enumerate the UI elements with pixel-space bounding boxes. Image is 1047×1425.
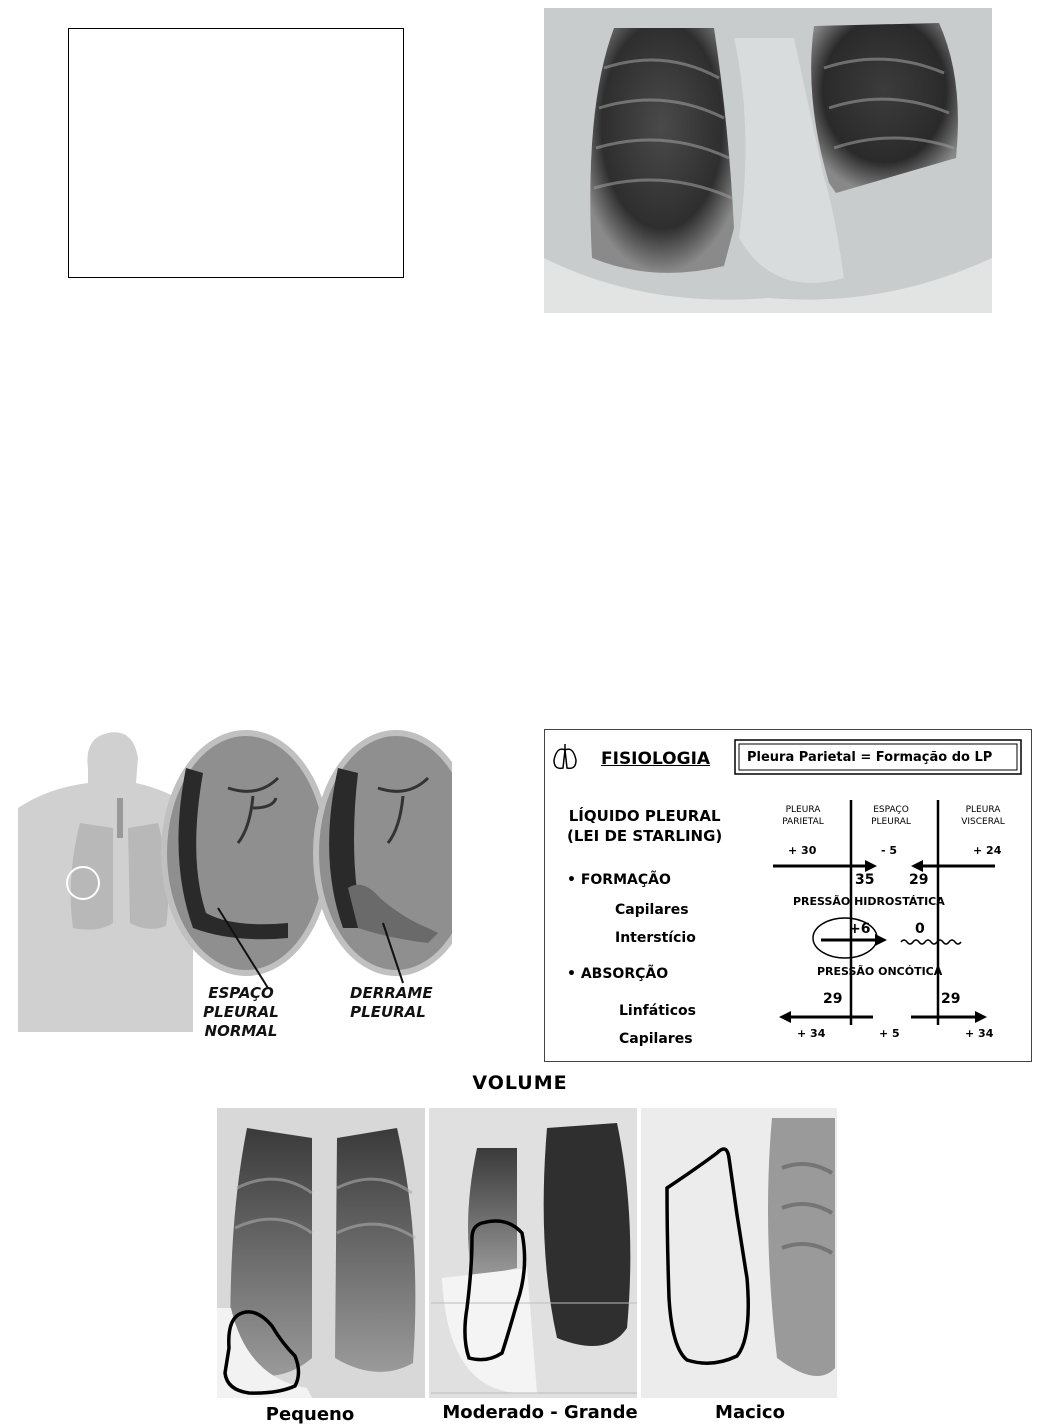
liquido-pleural-line1: LÍQUIDO PLEURAL [568,807,721,825]
xray-moderate-panel [429,1108,637,1398]
volume-label-small: Pequeno [265,1404,355,1425]
val-bot-espaco: + 5 [879,1027,900,1040]
absorcao-text: ABSORÇÃO [580,966,669,982]
val-plus6: +6 [849,921,871,937]
formacao-text: FORMAÇÃO [580,872,671,888]
liquido-pleural-title [567,806,722,846]
label-effusion [350,984,433,1022]
col-parietal-line2: PARIETAL [782,817,824,827]
absorcao-label: • ABSORÇÃO [567,966,669,982]
linfaticos-label: Linfáticos [619,1003,696,1019]
pressao-oncotica: PRESSÃO ONCÓTICA [817,965,943,978]
xray-small-panel [217,1108,425,1398]
col-parietal-line1: PLEURA [785,805,821,815]
liquido-pleural-line2: (LEI DE STARLING) [567,827,723,845]
volume-title: VOLUME [472,1072,568,1094]
label-effusion-line2: PLEURAL [350,1003,426,1021]
label-effusion-line1: DERRAME [350,984,433,1002]
val-top-parietal: + 30 [788,844,817,857]
label-normal-line2: NORMAL [204,1022,278,1040]
col-visceral-line1: PLEURA [965,805,1001,815]
val-29-top: 29 [909,872,929,888]
val-35: 35 [855,872,875,888]
col-visceral [953,804,1013,828]
fisiologia-boxed-title: Pleura Parietal = Formação do LP [747,750,993,765]
lung-icon [554,744,576,768]
pressao-hidrostatica: PRESSÃO HIDROSTÁTICA [793,895,945,908]
col-espaco [861,804,921,828]
val-bot-parietal: + 34 [797,1027,826,1040]
col-parietal [773,804,833,828]
fisiologia-slide [544,729,1032,1062]
formacao-label: • FORMAÇÃO [567,872,671,888]
fisiologia-graphics [545,730,1031,1061]
label-normal [186,984,296,1041]
col-espaco-line1: ESPAÇO [873,805,909,815]
fisiologia-heading: FISIOLOGIA [601,749,711,769]
empty-frame [68,28,404,278]
capilares-1-label: Capilares [615,902,689,918]
chest-xray-image [544,8,992,313]
val-29-right: 29 [941,991,961,1007]
val-bot-visceral: + 34 [965,1027,994,1040]
volume-label-massive: Macico [715,1402,785,1423]
col-visceral-line2: VISCERAL [961,817,1005,827]
capilares-2-label: Capilares [619,1031,693,1047]
val-29-left: 29 [823,991,843,1007]
label-normal-line1: ESPAÇO PLEURAL [203,984,279,1021]
val-0: 0 [915,921,925,937]
volume-label-moderate: Moderado - Grande [442,1402,638,1423]
val-top-espaco: - 5 [881,844,898,857]
intersticio-label: Interstício [615,930,696,946]
val-top-visceral: + 24 [973,844,1002,857]
volume-xrays [217,1108,837,1398]
xray-massive-panel [641,1108,837,1398]
col-espaco-line2: PLEURAL [871,817,911,827]
